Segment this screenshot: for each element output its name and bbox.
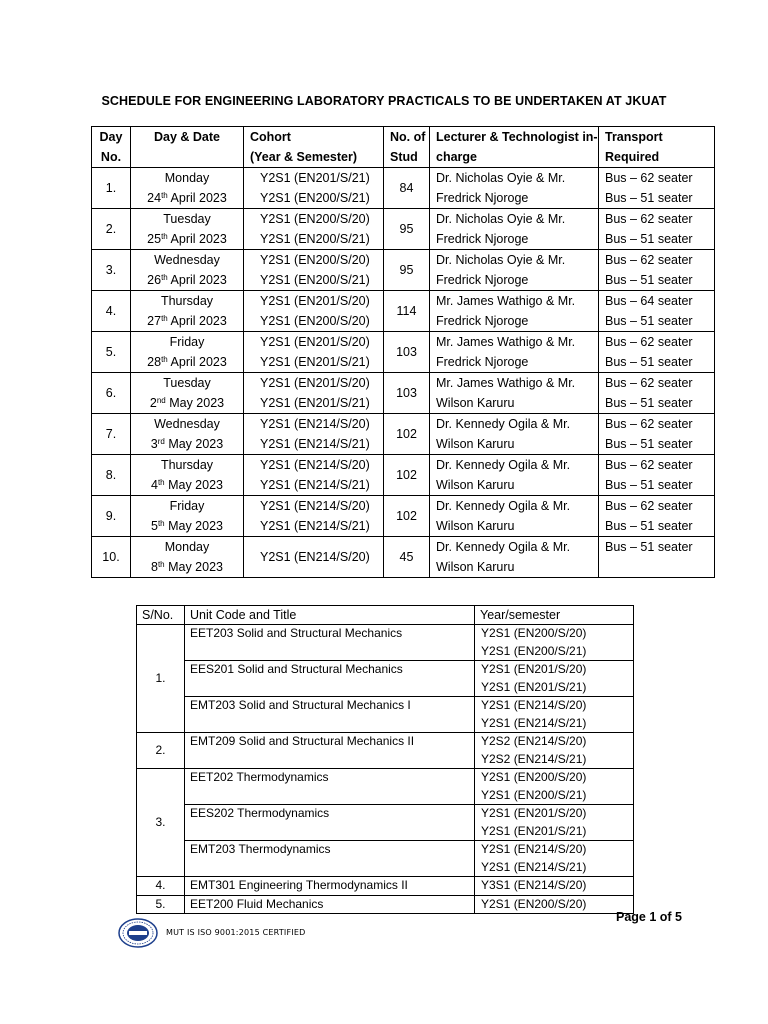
date xyxy=(131,516,243,536)
cohort-line: Y2S1 (EN200/S/20) xyxy=(260,212,370,226)
date-day: 3 xyxy=(150,437,158,451)
table-row xyxy=(137,877,634,896)
weekday: Tuesday xyxy=(163,212,211,226)
date-month-year: May 2023 xyxy=(165,396,225,410)
date-suffix: th xyxy=(161,191,168,200)
table-row xyxy=(137,697,634,733)
table-row xyxy=(92,209,715,250)
header-lecturer-line: Lecturer & Technologist in- xyxy=(436,130,598,144)
header-no-of-stud xyxy=(384,127,430,168)
date-day: 24 xyxy=(147,191,162,205)
day-number: 4. xyxy=(92,291,131,332)
unit-code-title: EET200 Fluid Mechanics xyxy=(185,895,475,914)
date xyxy=(131,434,243,454)
date-day: 2 xyxy=(149,396,157,410)
serial-number: 4. xyxy=(137,877,185,896)
cohort xyxy=(244,373,384,414)
header-day-no-line: No. xyxy=(100,150,122,164)
year-semester-line: Y2S1 (EN201/S/20) xyxy=(481,662,587,676)
header-transport xyxy=(599,127,715,168)
table-row xyxy=(92,291,715,332)
date xyxy=(131,270,243,290)
header-cohort xyxy=(244,127,384,168)
lecturer-line: Dr. Kennedy Ogila & Mr. xyxy=(436,499,571,513)
year-semester-line: Y2S1 (EN214/S/20) xyxy=(481,842,587,856)
year-semester-line: Y2S1 (EN200/S/20) xyxy=(481,626,587,640)
date-month-year: April 2023 xyxy=(167,355,227,369)
cohort xyxy=(244,414,384,455)
cohort-line: Y2S1 (EN201/S/20) xyxy=(260,335,370,349)
date-day: 4 xyxy=(151,478,158,492)
document-title: SCHEDULE FOR ENGINEERING LABORATORY PRACTICALS TO BE UNDERTAKEN AT JKUAT xyxy=(101,94,667,108)
table-row xyxy=(137,841,634,877)
day-number: 8. xyxy=(92,455,131,496)
transport-line: Bus – 51 seater xyxy=(605,314,693,328)
units-table xyxy=(136,605,634,914)
header-day-no-line: Day xyxy=(99,130,123,144)
table-row xyxy=(137,733,634,769)
serial-number: 5. xyxy=(137,895,185,914)
transport-line: Bus – 62 seater xyxy=(605,499,693,513)
lecturer-line: Fredrick Njoroge xyxy=(436,273,529,287)
lecturer-line: Wilson Karuru xyxy=(436,396,515,410)
date xyxy=(131,393,243,413)
date-suffix: th xyxy=(157,478,165,487)
header-sno: S/No. xyxy=(137,606,185,625)
date-suffix: th xyxy=(157,519,165,528)
transport-line: Bus – 51 seater xyxy=(605,519,693,533)
cohort-line: Y2S1 (EN214/S/21) xyxy=(260,519,370,533)
lecturer-line: Wilson Karuru xyxy=(436,560,515,574)
header-transport-line: Required xyxy=(605,150,660,164)
transport-line: Bus – 51 seater xyxy=(605,191,693,205)
year-semester-line: Y2S2 (EN214/S/20) xyxy=(481,734,587,748)
year-semester-line: Y2S1 (EN201/S/20) xyxy=(481,806,587,820)
units-header-row xyxy=(137,606,634,625)
day-date xyxy=(131,537,244,578)
table-row xyxy=(92,414,715,455)
day-date xyxy=(131,455,244,496)
year-semester-line: Y2S1 (EN200/S/21) xyxy=(481,643,587,658)
date-month-year: May 2023 xyxy=(164,437,224,451)
year-semester-line: Y2S1 (EN201/S/21) xyxy=(481,679,587,694)
cohort-line: Y2S1 (EN201/S/20) xyxy=(260,294,370,308)
lecturer-line: Dr. Nicholas Oyie & Mr. xyxy=(436,212,566,226)
day-date xyxy=(131,373,244,414)
date xyxy=(131,475,243,495)
table-row xyxy=(137,625,634,661)
lecturer-line: Mr. James Wathigo & Mr. xyxy=(436,376,576,390)
lecturer xyxy=(430,209,599,250)
transport-line: Bus – 62 seater xyxy=(605,376,693,390)
transport xyxy=(599,414,715,455)
lecturer xyxy=(430,291,599,332)
day-date xyxy=(131,250,244,291)
lecturer-line: Wilson Karuru xyxy=(436,478,515,492)
transport xyxy=(599,250,715,291)
unit-code-title: EET202 Thermodynamics xyxy=(185,769,475,805)
cohort-line: Y2S1 (EN214/S/20) xyxy=(260,550,370,564)
year-semester xyxy=(475,625,634,661)
table-row xyxy=(92,332,715,373)
date xyxy=(131,352,243,372)
header-transport-line: Transport xyxy=(605,130,663,144)
serial-number: 1. xyxy=(137,625,185,733)
year-semester xyxy=(475,661,634,697)
unit-code-title: EMT301 Engineering Thermodynamics II xyxy=(185,877,475,896)
serial-number: 2. xyxy=(137,733,185,769)
cohort xyxy=(244,250,384,291)
schedule-header-row xyxy=(92,127,715,168)
date-month-year: April 2023 xyxy=(167,314,227,328)
cohort-line: Y2S1 (EN214/S/20) xyxy=(260,417,370,431)
date-day: 27 xyxy=(147,314,162,328)
transport-line: Bus – 62 seater xyxy=(605,253,693,267)
weekday: Monday xyxy=(164,540,210,554)
date-suffix: th xyxy=(161,232,168,241)
year-semester-line: Y2S1 (EN201/S/21) xyxy=(481,823,587,838)
transport-line: Bus – 51 seater xyxy=(605,478,693,492)
page-number: Page 1 of 5 xyxy=(616,910,682,924)
date xyxy=(131,188,243,208)
date-day: 25 xyxy=(147,232,162,246)
date-day: 8 xyxy=(151,560,158,574)
date-suffix: th xyxy=(161,273,168,282)
transport xyxy=(599,373,715,414)
cohort-line: Y2S1 (EN201/S/21) xyxy=(260,355,370,369)
transport-line: Bus – 62 seater xyxy=(605,171,693,185)
year-semester-line: Y3S1 (EN214/S/20) xyxy=(481,878,587,892)
day-number: 10. xyxy=(92,537,131,578)
transport xyxy=(599,537,715,578)
date-month-year: May 2023 xyxy=(164,478,223,492)
student-count: 102 xyxy=(384,496,430,537)
lecturer-line: Mr. James Wathigo & Mr. xyxy=(436,335,576,349)
table-row xyxy=(92,250,715,291)
cohort xyxy=(244,496,384,537)
unit-code-title: EES202 Thermodynamics xyxy=(185,805,475,841)
transport-line: Bus – 62 seater xyxy=(605,458,693,472)
day-number: 5. xyxy=(92,332,131,373)
table-row xyxy=(137,895,634,914)
lecturer-line: Dr. Kennedy Ogila & Mr. xyxy=(436,417,571,431)
transport-line: Bus – 51 seater xyxy=(605,396,693,410)
iso-certification: MUT IS ISO 9001:2015 CERTIFIED xyxy=(166,928,306,937)
day-date xyxy=(131,496,244,537)
unit-code-title: EMT209 Solid and Structural Mechanics II xyxy=(185,733,475,769)
weekday: Wednesday xyxy=(154,417,220,431)
transport-line: Bus – 51 seater xyxy=(605,355,693,369)
cohort xyxy=(244,168,384,209)
year-semester-line: Y2S1 (EN214/S/20) xyxy=(481,698,587,712)
table-row xyxy=(92,496,715,537)
lecturer xyxy=(430,537,599,578)
transport-line: Bus – 51 seater xyxy=(605,437,693,451)
student-count: 103 xyxy=(384,332,430,373)
year-semester-line: Y2S1 (EN200/S/20) xyxy=(481,770,587,784)
cohort-line: Y2S1 (EN214/S/21) xyxy=(260,437,370,451)
cohort xyxy=(244,455,384,496)
transport-line: Bus – 62 seater xyxy=(605,335,693,349)
student-count: 95 xyxy=(384,209,430,250)
student-count: 102 xyxy=(384,414,430,455)
cohort-line: Y2S1 (EN214/S/20) xyxy=(260,458,370,472)
serial-number: 3. xyxy=(137,769,185,877)
year-semester-line: Y2S1 (EN214/S/21) xyxy=(481,715,587,730)
date-day: 28 xyxy=(147,355,162,369)
date xyxy=(131,229,243,249)
lecturer-line: Wilson Karuru xyxy=(436,519,515,533)
transport-line: Bus – 51 seater xyxy=(605,540,693,554)
transport xyxy=(599,168,715,209)
table-row xyxy=(137,769,634,805)
transport-line: Bus – 64 seater xyxy=(605,294,693,308)
cohort-line: Y2S1 (EN214/S/21) xyxy=(260,478,370,492)
header-year-semester: Year/semester xyxy=(475,606,634,625)
cohort-line: Y2S1 (EN200/S/20) xyxy=(260,314,370,328)
lecturer-line: Mr. James Wathigo & Mr. xyxy=(436,294,576,308)
table-row xyxy=(92,168,715,209)
date-month-year: April 2023 xyxy=(167,191,227,205)
lecturer xyxy=(430,168,599,209)
lecturer-line: Dr. Nicholas Oyie & Mr. xyxy=(436,253,566,267)
day-number: 7. xyxy=(92,414,131,455)
schedule-table xyxy=(91,126,715,578)
cohort xyxy=(244,332,384,373)
lecturer xyxy=(430,414,599,455)
lecturer xyxy=(430,250,599,291)
cohort xyxy=(244,291,384,332)
lecturer xyxy=(430,332,599,373)
transport xyxy=(599,209,715,250)
student-count: 102 xyxy=(384,455,430,496)
year-semester-line: Y2S2 (EN214/S/21) xyxy=(481,751,587,766)
table-row xyxy=(92,455,715,496)
header-lecturer xyxy=(430,127,599,168)
day-number: 1. xyxy=(92,168,131,209)
weekday: Tuesday xyxy=(163,376,211,390)
date-day: 26 xyxy=(147,273,162,287)
weekday: Thursday xyxy=(160,458,214,472)
transport xyxy=(599,455,715,496)
header-cohort-line: Cohort xyxy=(250,130,291,144)
transport xyxy=(599,332,715,373)
date xyxy=(131,311,243,331)
date-suffix: nd xyxy=(156,396,166,405)
transport xyxy=(599,496,715,537)
cohort xyxy=(244,209,384,250)
year-semester xyxy=(475,697,634,733)
header-cohort-line: (Year & Semester) xyxy=(250,150,358,164)
lecturer-line: Dr. Kennedy Ogila & Mr. xyxy=(436,540,571,554)
lecturer-line: Fredrick Njoroge xyxy=(436,314,529,328)
day-date xyxy=(131,332,244,373)
date-day: 5 xyxy=(151,519,158,533)
header-stud-line: Stud xyxy=(390,150,418,164)
cohort-line: Y2S1 (EN200/S/21) xyxy=(260,232,370,246)
unit-code-title: EET203 Solid and Structural Mechanics xyxy=(185,625,475,661)
header-day-date: Day & Date xyxy=(131,127,244,168)
year-semester xyxy=(475,895,634,914)
transport-line: Bus – 62 seater xyxy=(605,417,693,431)
cohort-line: Y2S1 (EN201/S/21) xyxy=(260,171,370,185)
day-number: 9. xyxy=(92,496,131,537)
year-semester xyxy=(475,877,634,896)
header-stud-line: No. of xyxy=(390,130,426,144)
cohort-line: Y2S1 (EN214/S/20) xyxy=(260,499,370,513)
weekday: Monday xyxy=(164,171,210,185)
year-semester xyxy=(475,805,634,841)
year-semester xyxy=(475,769,634,805)
header-unit: Unit Code and Title xyxy=(185,606,475,625)
date-month-year: April 2023 xyxy=(167,232,227,246)
unit-code-title: EES201 Solid and Structural Mechanics xyxy=(185,661,475,697)
day-date xyxy=(131,168,244,209)
day-date xyxy=(131,291,244,332)
table-row xyxy=(92,537,715,578)
lecturer-line: Fredrick Njoroge xyxy=(436,232,529,246)
date-suffix: th xyxy=(161,314,168,323)
year-semester xyxy=(475,733,634,769)
date-suffix: th xyxy=(161,355,168,364)
weekday: Friday xyxy=(169,335,205,349)
student-count: 45 xyxy=(384,537,430,578)
day-number: 3. xyxy=(92,250,131,291)
lecturer-line: Dr. Kennedy Ogila & Mr. xyxy=(436,458,571,472)
transport-line: Bus – 62 seater xyxy=(605,212,693,226)
student-count: 95 xyxy=(384,250,430,291)
day-number: 6. xyxy=(92,373,131,414)
unit-code-title: EMT203 Solid and Structural Mechanics I xyxy=(185,697,475,733)
date xyxy=(131,557,243,577)
year-semester-line: Y2S1 (EN214/S/21) xyxy=(481,859,587,874)
date-suffix: th xyxy=(157,560,165,569)
lecturer xyxy=(430,455,599,496)
header-lecturer-line: charge xyxy=(436,150,477,164)
lecturer-line: Fredrick Njoroge xyxy=(436,191,529,205)
cohort-line: Y2S1 (EN201/S/20) xyxy=(260,376,370,390)
lecturer xyxy=(430,373,599,414)
day-number: 2. xyxy=(92,209,131,250)
cohort-line: Y2S1 (EN200/S/20) xyxy=(260,253,370,267)
year-semester-line: Y2S1 (EN200/S/21) xyxy=(481,787,587,802)
lecturer xyxy=(430,496,599,537)
year-semester xyxy=(475,841,634,877)
year-semester-line: Y2S1 (EN200/S/20) xyxy=(481,896,587,911)
transport-line: Bus – 51 seater xyxy=(605,273,693,287)
transport-line: Bus – 51 seater xyxy=(605,232,693,246)
day-date xyxy=(131,414,244,455)
date-month-year: May 2023 xyxy=(164,560,223,574)
transport xyxy=(599,291,715,332)
date-month-year: May 2023 xyxy=(164,519,223,533)
weekday: Friday xyxy=(169,499,205,513)
unit-code-title: EMT203 Thermodynamics xyxy=(185,841,475,877)
lecturer-line: Wilson Karuru xyxy=(436,437,515,451)
weekday: Wednesday xyxy=(154,253,220,267)
cohort-line: Y2S1 (EN201/S/21) xyxy=(260,396,370,410)
table-row xyxy=(92,373,715,414)
date-month-year: April 2023 xyxy=(167,273,227,287)
header-day-no xyxy=(92,127,131,168)
lecturer-line: Fredrick Njoroge xyxy=(436,355,529,369)
cohort-line: Y2S1 (EN200/S/21) xyxy=(260,273,370,287)
student-count: 103 xyxy=(384,373,430,414)
kebs-logo-icon xyxy=(118,918,158,948)
cohort xyxy=(244,537,384,578)
weekday: Thursday xyxy=(160,294,214,308)
day-date xyxy=(131,209,244,250)
table-row xyxy=(137,805,634,841)
date-suffix: rd xyxy=(157,437,165,446)
table-row xyxy=(137,661,634,697)
student-count: 114 xyxy=(384,291,430,332)
student-count: 84 xyxy=(384,168,430,209)
cohort-line: Y2S1 (EN200/S/21) xyxy=(260,191,370,205)
lecturer-line: Dr. Nicholas Oyie & Mr. xyxy=(436,171,566,185)
